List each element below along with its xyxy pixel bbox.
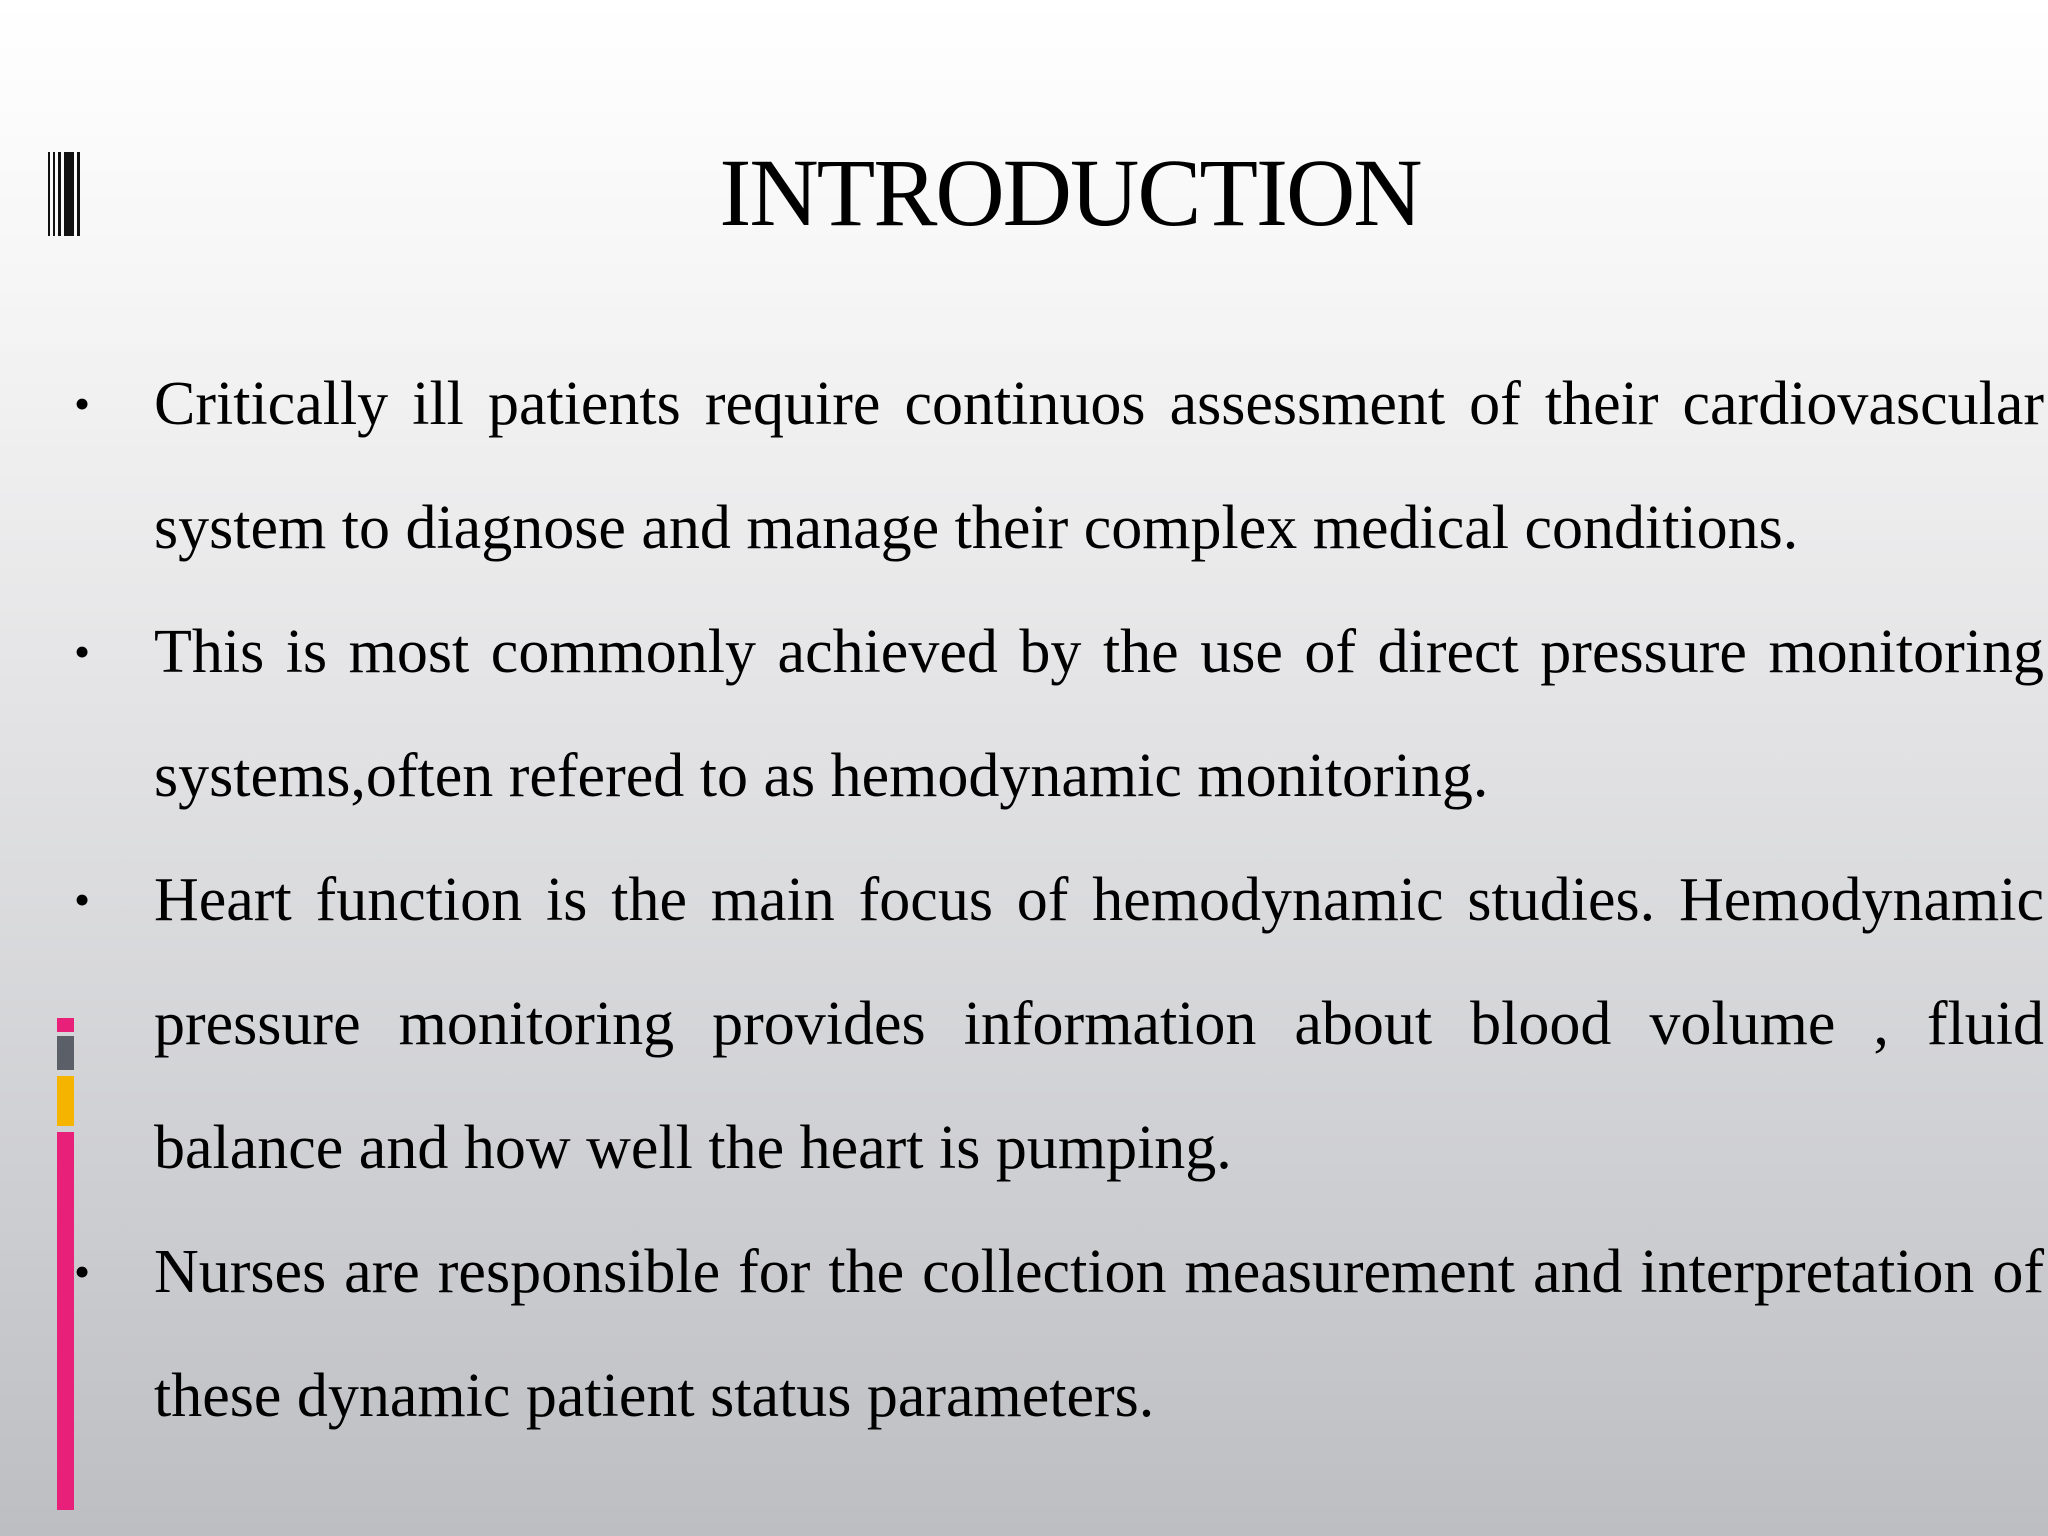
bullet-text: This is most commonly achieved by the use of direct pressure monitoring systems,often refered to as hemodynamic monitoring.: [154, 618, 2044, 810]
slide-title: INTRODUCTION: [719, 139, 1421, 246]
bullet-item-3: [0, 838, 2044, 1210]
bullet-item-2: [0, 590, 2044, 838]
bullet-dot-icon: •: [74, 378, 91, 429]
bullet-dot-icon: •: [74, 626, 91, 677]
bullet-text: Critically ill patients require continuos assessment of their cardiovascular system to diagnose and manage their complex medical conditions.: [154, 370, 2044, 562]
bullet-text: Nurses are responsible for the collection measurement and interpretation of these dynamic patient status parameters.: [154, 1238, 2044, 1430]
bullet-item-4: [0, 1210, 2044, 1458]
bullet-dot-icon: •: [74, 1246, 91, 1297]
bullet-text: Heart function is the main focus of hemodynamic studies. Hemodynamic pressure monitoring provides information about blood volume , fluid balance and how well the heart is pumping.: [154, 866, 2044, 1182]
bullet-list: [0, 342, 2048, 1458]
bullet-item-1: [0, 342, 2044, 590]
bullet-dot-icon: •: [74, 874, 91, 925]
